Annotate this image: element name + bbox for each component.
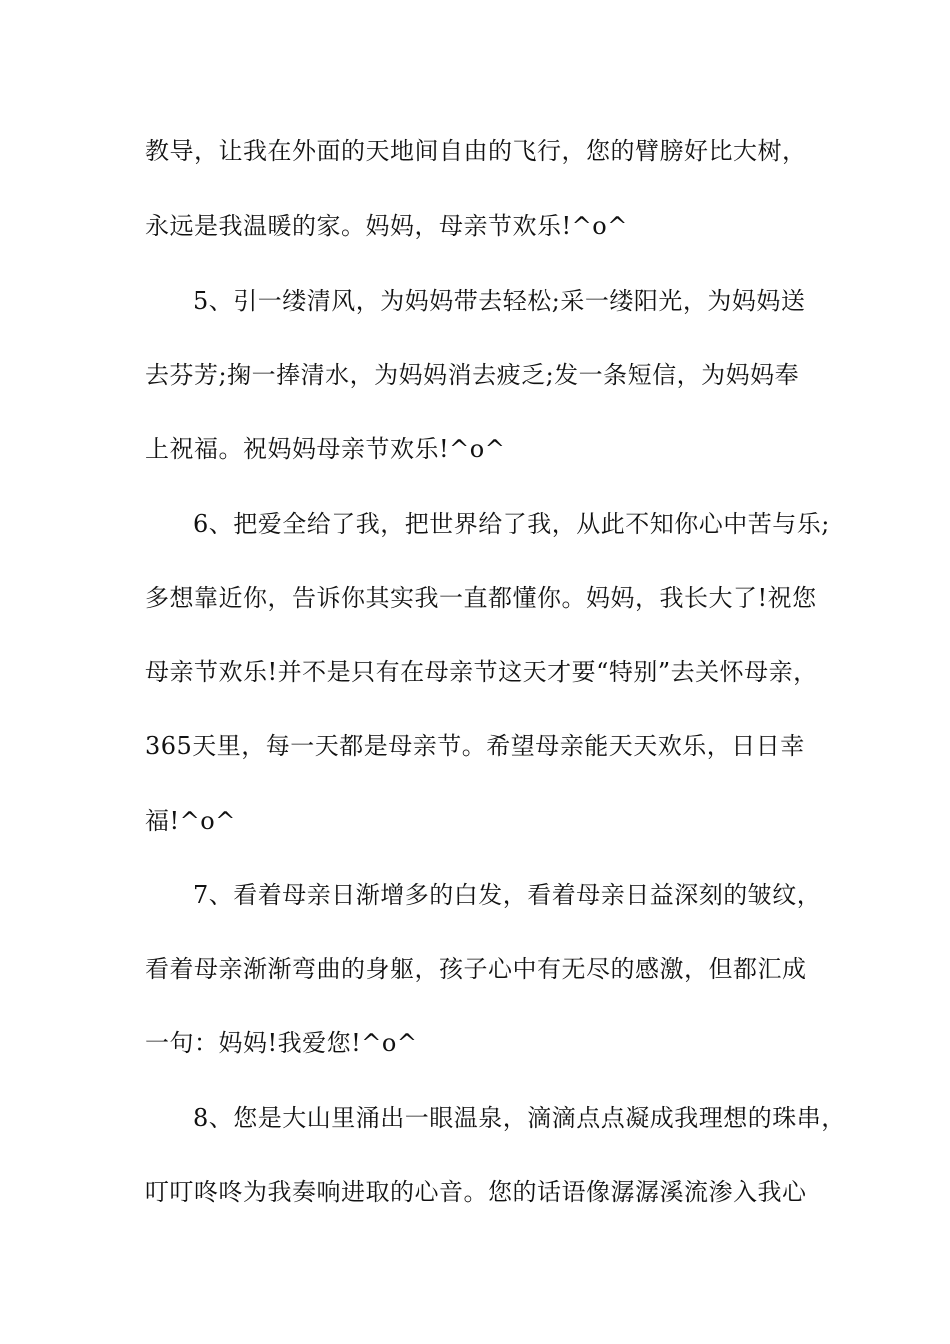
paragraph-8-start: 8、您是大山里涌出一眼温泉，滴滴点点凝成我理想的珠串，	[193, 1104, 846, 1132]
text-line: 福!^o^	[145, 807, 236, 835]
paragraph-6-start: 6、把爱全给了我，把世界给了我，从此不知你心中苦与乐;	[193, 510, 830, 538]
text-line: 上祝福。祝妈妈母亲节欢乐!^o^	[145, 435, 506, 463]
text-line: 去芬芳;掬一捧清水，为妈妈消去疲乏;发一条短信，为妈妈奉	[145, 361, 800, 389]
text-line: 多想靠近你，告诉你其实我一直都懂你。妈妈，我长大了!祝您	[145, 584, 817, 612]
text-line: 365天里，每一天都是母亲节。希望母亲能天天欢乐，日日幸	[145, 732, 805, 760]
text-line: 叮叮咚咚为我奏响进取的心音。您的话语像潺潺溪流渗入我心	[145, 1178, 807, 1206]
text-line: 母亲节欢乐!并不是只有在母亲节这天才要“特别”去关怀母亲，	[145, 658, 818, 686]
text-line: 永远是我温暖的家。妈妈，母亲节欢乐!^o^	[145, 212, 628, 240]
text-line: 看着母亲渐渐弯曲的身躯，孩子心中有无尽的感激，但都汇成	[145, 955, 807, 983]
text-line: 一句：妈妈!我爱您!^o^	[145, 1029, 418, 1057]
paragraph-5-start: 5、引一缕清风，为妈妈带去轻松;采一缕阳光，为妈妈送	[193, 287, 806, 315]
text-line: 教导，让我在外面的天地间自由的飞行，您的臂膀好比大树，	[145, 137, 807, 165]
paragraph-7-start: 7、看着母亲日渐增多的白发，看着母亲日益深刻的皱纹，	[193, 881, 822, 909]
